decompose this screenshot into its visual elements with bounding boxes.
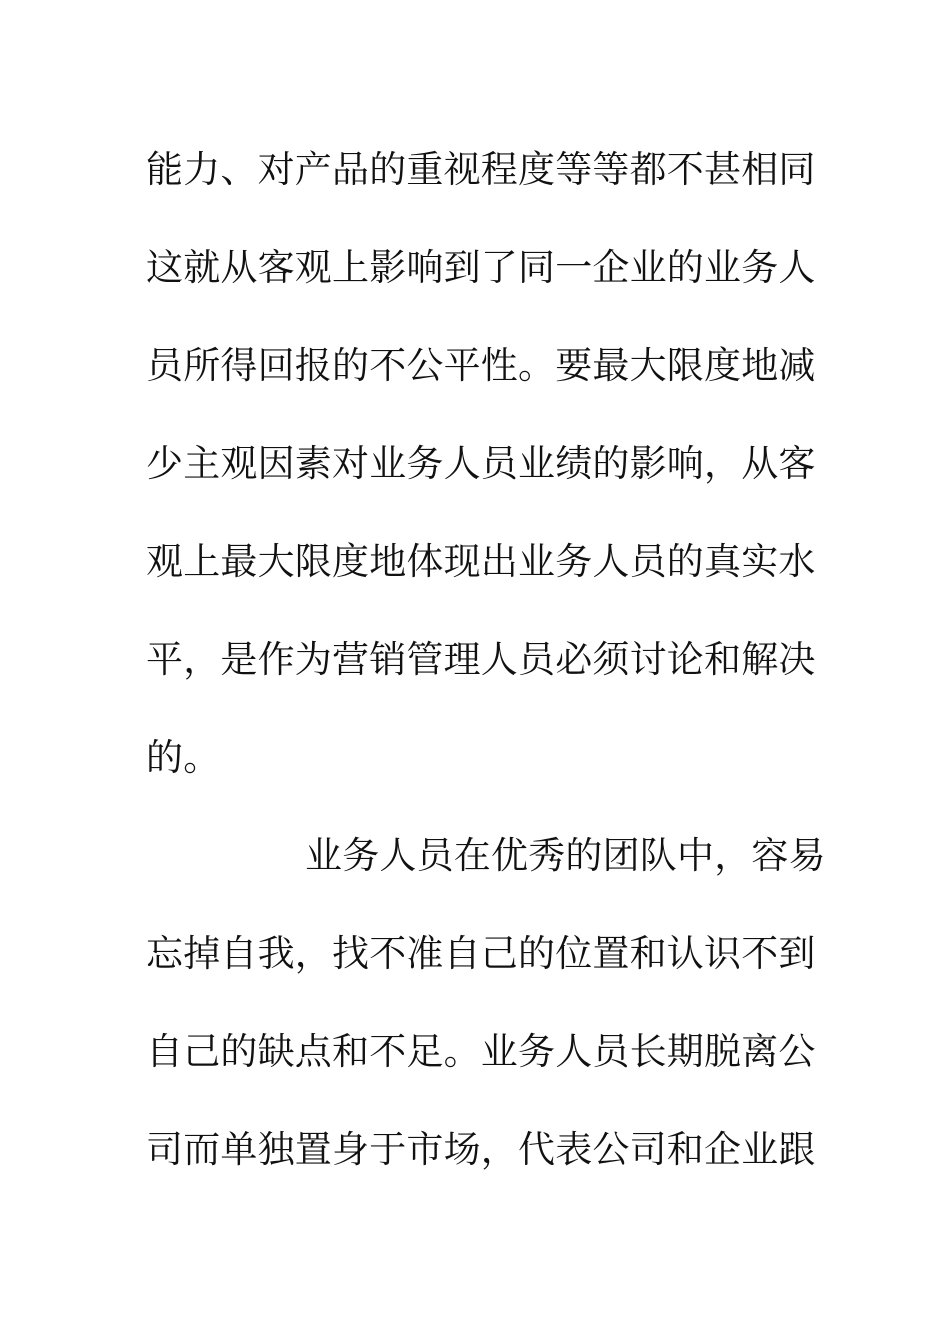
text-line: 员所得回报的不公平性。要最大限度地减 bbox=[146, 344, 816, 387]
text-line: 能力、对产品的重视程度等等都不甚相同 bbox=[146, 148, 816, 191]
text-line: 忘掉自我，找不准自己的位置和认识不到 bbox=[146, 932, 816, 975]
text-line: 观上最大限度地体现出业务人员的真实水 bbox=[146, 540, 816, 583]
body-text bbox=[146, 121, 826, 1199]
text-line: 少主观因素对业务人员业绩的影响，从客 bbox=[146, 442, 816, 485]
text-line: 这就从客观上影响到了同一企业的业务人 bbox=[146, 246, 816, 289]
text-line: 的。 bbox=[146, 736, 221, 779]
text-line: 平，是作为营销管理人员必须讨论和解决 bbox=[146, 638, 816, 681]
text-line: 自己的缺点和不足。业务人员长期脱离公 bbox=[146, 1030, 816, 1073]
text-line: 司而单独置身于市场，代表公司和企业跟 bbox=[146, 1128, 816, 1171]
paragraph-start-line: 业务人员在优秀的团队中，容易 bbox=[305, 834, 826, 877]
